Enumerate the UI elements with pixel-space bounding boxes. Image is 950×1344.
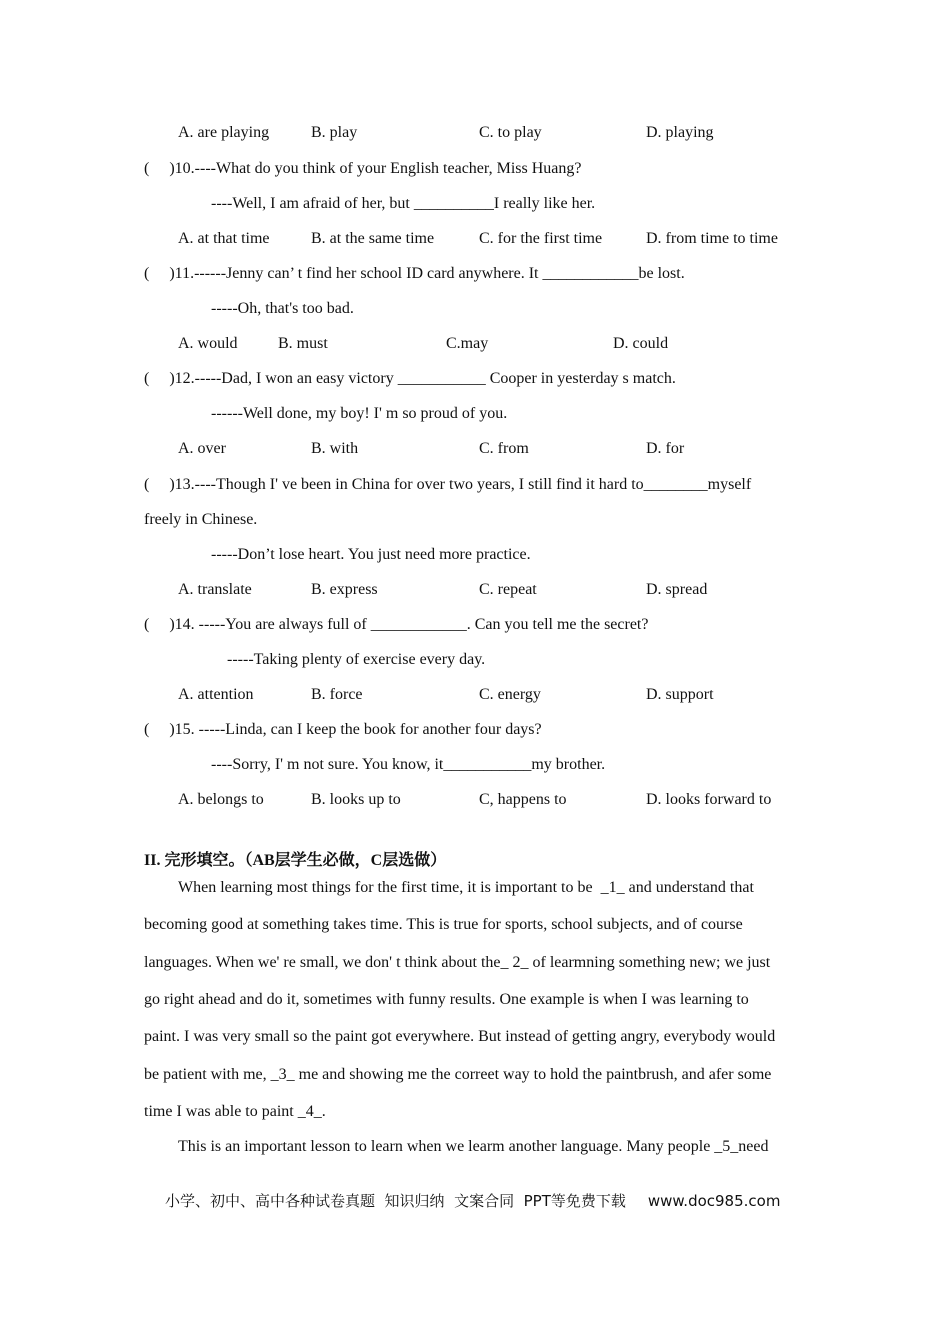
q14-option-d: D. support [646, 686, 714, 703]
q10-option-d: D. from time to time [646, 230, 778, 247]
passage-line: be patient with me, _3_ me and showing me the correet way to hold the paintbrush, and afer some [144, 1066, 772, 1083]
passage-line: becoming good at something takes time. This is true for sports, school subjects, and of course [144, 916, 743, 933]
q11-reply: -----Oh, that's too bad. [211, 300, 354, 317]
q11-stem: ( )11.------Jenny can’ t find her school ID card anywhere. It ____________be lost. [144, 265, 685, 282]
q14-option-a: A. attention [178, 686, 254, 703]
q15-option-a: A. belongs to [178, 791, 264, 808]
q15-option-c: C, happens to [479, 791, 567, 808]
q11-option-c: C.may [446, 335, 489, 352]
q11-option-d: D. could [613, 335, 669, 352]
q13-option-a: A. translate [178, 581, 252, 598]
q12-option-b: B. with [311, 440, 359, 457]
q13-option-b: B. express [311, 581, 378, 598]
q9-option-b: B. play [311, 124, 358, 141]
q14-option-c: C. energy [479, 686, 541, 703]
q14-stem: ( )14. -----You are always full of ____________. Can you tell me the secret? [144, 616, 649, 633]
q10-option-c: C. for the first time [479, 230, 603, 247]
footer-text: 小学、初中、高中各种试卷真题 知识归纳 文案合同 PPT等免费下载 [165, 1192, 626, 1210]
q13-stem-continued: freely in Chinese. [144, 511, 258, 528]
q10-stem: ( )10.----What do you think of your English teacher, Miss Huang? [144, 160, 582, 177]
footer-site-link[interactable]: www.doc985.com [647, 1192, 781, 1210]
q9-option-d: D. playing [646, 124, 714, 141]
q15-option-b: B. looks up to [311, 791, 401, 808]
passage-line: This is an important lesson to learn when we learm another language. Many people _5_need [178, 1138, 769, 1155]
q14-option-b: B. force [311, 686, 363, 703]
q13-option-d: D. spread [646, 581, 708, 598]
q11-option-a: A. would [178, 335, 238, 352]
passage-line: paint. I was very small so the paint got everywhere. But instead of getting angry, everybody would [144, 1028, 776, 1045]
section-heading: II. 完形填空。（AB层学生必做，C层选做） [144, 852, 447, 869]
q12-option-c: C. from [479, 440, 529, 457]
q14-reply: -----Taking plenty of exercise every day. [227, 651, 486, 668]
q12-option-d: D. for [646, 440, 685, 457]
q10-reply: ----Well, I am afraid of her, but __________I really like her. [211, 195, 596, 212]
passage-line: time I was able to paint _4_. [144, 1103, 326, 1120]
q13-option-c: C. repeat [479, 581, 537, 598]
q15-reply: ----Sorry, I' m not sure. You know, it___________my brother. [211, 756, 606, 773]
q10-option-a: A. at that time [178, 230, 270, 247]
q9-option-a: A. are playing [178, 124, 270, 141]
passage-line: go right ahead and do it, sometimes with funny results. One example is when I was learning to [144, 991, 749, 1008]
q15-stem: ( )15. -----Linda, can I keep the book for another four days? [144, 721, 542, 738]
q9-option-c: C. to play [479, 124, 542, 141]
q12-option-a: A. over [178, 440, 226, 457]
q15-option-d: D. looks forward to [646, 791, 772, 808]
q13-stem: ( )13.----Though I' ve been in China for over two years, I still find it hard to________myself [144, 476, 752, 493]
q12-stem: ( )12.-----Dad, I won an easy victory ___________ Cooper in yesterday s match. [144, 370, 676, 387]
q13-reply: -----Don’t lose heart. You just need more practice. [211, 546, 531, 563]
q12-reply: ------Well done, my boy! I' m so proud of you. [211, 405, 508, 422]
q10-option-b: B. at the same time [311, 230, 435, 247]
page-footer [165, 1190, 780, 1211]
passage-line: languages. When we' re small, we don' t think about the_ 2_ of learmning something new; we just [144, 954, 771, 971]
q11-option-b: B. must [278, 335, 328, 352]
passage-line: When learning most things for the first time, it is important to be _1_ and understand that [178, 879, 754, 896]
